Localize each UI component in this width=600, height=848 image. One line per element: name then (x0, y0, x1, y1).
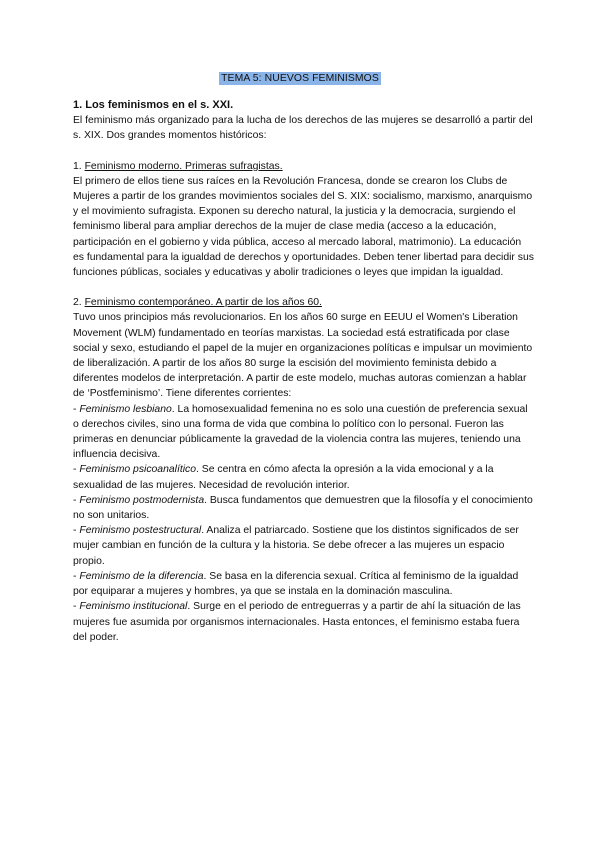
moment1-title: Feminismo moderno. Primeras sufragistas. (84, 160, 283, 172)
document-body (73, 98, 535, 645)
current-name: Feminismo postmodernista (79, 494, 205, 506)
current-prefix: - (73, 570, 80, 582)
moment2-body: Tuvo unos principios más revolucionarios. En los años 60 surge en EEUU el Women's Liberation Movement (WLM) fundamentado en teorías marxistas. La sociedad está estratificada por clase social y sexo, estudiando el papel de la mujer en organizaciones políticas e impulsar un movimiento de liberalización. A partir de los años 80 surge la escisión del movimiento feminista debido a diferentes modelos de interpretación. A partir de este modelo, muchas autoras comienzan a hablar de ‘Postfeminismo’. Tiene diferentes corrientes: (73, 312, 533, 400)
current-prefix: - (73, 494, 80, 506)
current-item (73, 402, 535, 463)
section-heading: 1. Los feminismos en el s. XXI. (73, 99, 234, 111)
current-name: Feminismo postestructural (79, 525, 202, 537)
current-item (73, 462, 535, 492)
current-prefix: - (73, 601, 80, 613)
spacer (73, 144, 535, 159)
moment1-number: 1. (73, 160, 82, 172)
current-text: . Se centra en cómo afecta la opresión a la vida emocional y a la sexualidad de las mujeres. Necesidad de revolución interior. (73, 464, 494, 491)
moment2-title: Feminismo contemporáneo. A partir de los años 60. (84, 297, 322, 309)
section-intro: El feminismo más organizado para la lucha de los derechos de las mujeres se desarrolló a partir del s. XIX. Dos grandes momentos históricos: (73, 115, 533, 142)
current-name: Feminismo institucional (79, 601, 188, 613)
title-wrap (0, 71, 600, 86)
page-title[interactable]: TEMA 5: NUEVOS FEMINISMOS (221, 73, 379, 84)
current-name: Feminismo lesbiano (79, 403, 172, 415)
current-prefix: - (73, 464, 80, 476)
current-name: Feminismo psicoanalítico (79, 464, 197, 476)
current-prefix: - (73, 403, 80, 415)
current-name: Feminismo de la diferencia (79, 570, 204, 582)
current-text: . Busca fundamentos que demuestren que la filosofía y el conocimiento no son unitarios. (73, 494, 533, 522)
current-prefix: - (73, 525, 80, 537)
current-item (73, 493, 535, 523)
moment2-number: 2. (73, 297, 82, 309)
current-item (73, 569, 535, 599)
moment1-heading (73, 159, 535, 174)
current-text: . Analiza el patriarcado. Sostiene que los distintos significados de ser mujer cambian en función de la cultura y la historia. Se debe ofrecer a las mujeres un espacio propio. (73, 525, 519, 567)
current-item (73, 523, 535, 569)
current-text: . Surge en el periodo de entreguerras y a partir de ahí la situación de las mujeres fue asumida por organismos internacionales. Hasta entonces, el feminismo estaba fuera del poder. (73, 601, 521, 643)
spacer (73, 280, 535, 295)
moment1-body: El primero de ellos tiene sus raíces en la Revolución Francesa, donde se crearon los Clubs de Mujeres a partir de los grandes movimientos sociales del S. XIX: socialismo, marxismo, anarquismo y el movimiento sufragista. Exponen su derecho natural, la justicia y la democracia, surgiendo el feminismo liberal para ampliar derechos de la mujer de clase media (acceso a la educación, participación en el gobierno y vida pública, acceso al mercado laboral, matrimonio). La educación es fundamental para la igualdad de derechos y oportunidades. Deben tener libertad para decidir sus funciones públicas, sociales y educativas y abolir tradiciones o leyes que impidan la igualdad. (73, 175, 534, 279)
moment2-heading (73, 295, 535, 310)
current-item (73, 599, 535, 645)
current-text: . Se basa en la diferencia sexual. Crítica al feminismo de la igualdad por equiparar a mujeres y hombres, ya que se instala en la dominación masculina. (73, 570, 519, 598)
current-text: . La homosexualidad femenina no es solo una cuestión de preferencia sexual o derechos civiles, sino una forma de vida que combina lo político con lo personal. Fueron las primeras en denunciar públicamente la gravedad de la violencia contra las mujeres, teniendo una influencia decisiva. (73, 403, 528, 461)
